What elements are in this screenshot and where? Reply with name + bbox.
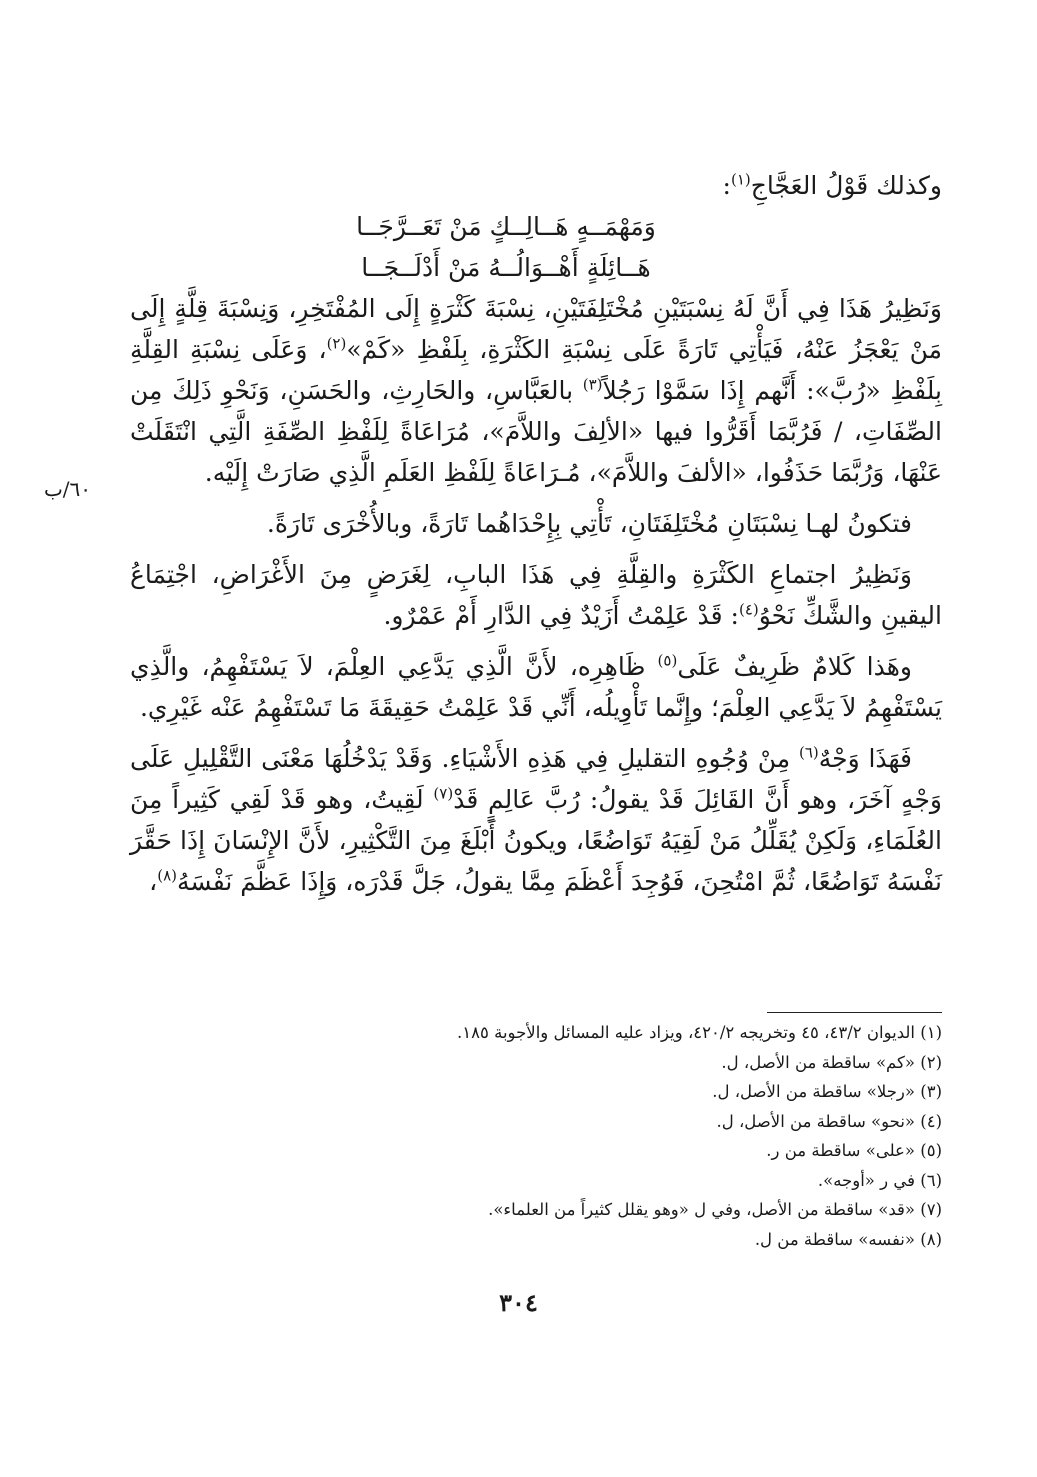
footnote-ref-8[interactable]: (٨) [157, 866, 177, 885]
paragraph-5-part-c: لَقِيتُ، وهو قَدْ لَقِي كَثِيراً مِنَ العُلَمَاءِ، وَلَكِنْ يُقَلِّلُ مَنْ لَقِيَهُ تَوَاضُعًا، ويكونُ أَبْلَغَ مِنَ التَّكْثِيرِ، لأَنَّ الإِنْسَانَ إِذَا حَقَّرَ نَفْسَهُ تَوَاضُعًا، ثُمَّ امْتُحِنَ، فَوُجِدَ أَعْظَمَ مِمَّا يقولُ، جَلَّ قَدْرَه، وَإِذَا عَظَّمَ نَفْسَهُ [130, 785, 942, 896]
intro-text: وكذلك قَوْلُ العَجَّاجِ [750, 171, 942, 200]
paragraph-5-part-a: فَهَذَا وَجْهٌ [818, 744, 913, 773]
footnote-ref-6[interactable]: (٦) [798, 743, 819, 762]
paragraph-4-part-b: ظَاهِرِه، لأَنَّ الَّذِي يَدَّعِي العِلْمَ، لاَ يَسْتَفْهِمُ، والَّذِي يَسْتَفْهِمُ لاَ يَدَّعِي العِلْمَ؛ وإِنَّما تَأْوِيلُه، أَنِّي قَدْ عَلِمْتُ حَقِيقَةَ مَا تَسْتَفْهِمُ عَنْه غَيْرِي. [130, 652, 942, 722]
paragraph-4-part-a: وهَذا كَلامٌ ظَرِيفٌ عَلَى [677, 652, 912, 681]
footnote-6: (٦) في ر «أوجه». [817, 1170, 942, 1190]
paragraph-3-part-a: وَنَظِيرُ اجتماعِ الكَثْرَةِ والقِلَّةِ فِي هَذَا البابِ، لِغَرَضٍ مِنَ الأَغْرَاضِ، اجْتِمَاعُ اليقينِ والشَّكِّ نَحْوُ [130, 560, 942, 630]
verse-line-2: هَــائِلَةٍ أَهْــوَالُــهُ مَنْ أَدْلَــجَــا [361, 253, 651, 282]
page-number: ٣٠٤ [499, 1288, 538, 1317]
paragraph-1-part-a: وَنَظِيرُ هَذَا فِي أَنَّ لَهُ نِسْبَتَيْنِ مُخْتَلِفَتَيْنِ، نِسْبَةَ كَثْرَةٍ إِلَى المُفْتَخِرِ، وَنِسْبَةَ قِلَّةٍ إِلَى مَنْ يَعْجَزُ عَنْهُ، فَيَأْتِي تَارَةً عَلَى نِسْبَةِ الكَثْرَةِ، بِلَفْظِ «كَمْ» [130, 294, 943, 364]
paragraph-5-part-b: مِنْ وُجُوهِ التقليلِ فِي هَذِهِ الأَشْيَاءِ. وَقَدْ يَدْخُلُهَا مَعْنَى التَّقْلِيلِ عَلَى وَجْهٍ آخَرَ، وهو أَنَّ القَائِلَ قَدْ يقولُ: رُبَّ عَالِمٍ قَدْ [130, 744, 942, 814]
footnote-3: (٣) «رجلا» ساقطة من الأصل، ل. [712, 1082, 942, 1101]
footnote-8: (٨) «نفسه» ساقطة من ل. [754, 1229, 942, 1249]
footnote-ref-3[interactable]: (٣) [582, 375, 603, 394]
footnote-5: (٥) «على» ساقطة من ر. [766, 1141, 942, 1160]
paragraph-1-part-b: ، وَعَلَى نِسْبَةِ القِلَّةِ بِلَفْظِ «رُبَّ»: أَنَّهم إِذَا سَمَّوْا رَجُلاً [130, 335, 943, 405]
footnote-ref-2[interactable]: (٢) [326, 334, 347, 353]
footnotes [130, 1018, 942, 1254]
verse-line-1: وَمَهْمَــهٍ هَــالِــكٍ مَنْ تَعَــرَّجَــا [356, 212, 656, 241]
footnote-ref-4[interactable]: (٤) [738, 600, 759, 619]
intro-line [130, 165, 942, 206]
main-text [130, 165, 942, 902]
footnote-ref-5[interactable]: (٥) [657, 651, 678, 670]
intro-colon: : [722, 171, 731, 200]
footnote-ref-7[interactable]: (٧) [433, 784, 454, 803]
paragraph-2: فتكونُ لهـا نِسْبَتَانِ مُخْتَلِفَتَانِ، تَأْتِي بِإِحْدَاهُما تَارَةً، وبالأُخْرَى تَارَةً. [266, 509, 912, 538]
footnote-divider [767, 1012, 942, 1013]
paragraph-1-part-c: بالعَبَّاسِ، والحَارِثِ، والحَسَنِ، وَنَحْوِ ذَلِكَ مِن الصِّفَاتِ، / فَرُبَّمَا أَقَرُّوا فيها «الألِفَ واللاَّمَ»، مُرَاعَاةً لِلَفْظِ الصِّفَةِ الَّتِي انْتَقَلَتْ عَنْهَا، وَرُبَّمَا حَذَفُوا، «الألفَ واللاَّمَ»، مُـرَاعَاةً لِلَفْظِ العَلَمِ الَّذِي صَارَتْ إِلَيْه. [130, 376, 942, 487]
paragraph-3 [130, 554, 942, 636]
footnote-ref-1[interactable]: (١) [730, 170, 751, 189]
footnote-7: (٧) «قد» ساقطة من الأصل، وفي ل «وهو يقلل كثيراً من العلماء». [488, 1200, 942, 1219]
paragraph-5 [130, 738, 942, 902]
footnote-2: (٢) «كم» ساقطة من الأصل، ل. [721, 1052, 942, 1072]
paragraph-1 [130, 288, 942, 493]
paragraph-3-part-b: : قَدْ عَلِمْتُ أَزَيْدٌ فِي الدَّارِ أَمْ عَمْرٌو. [383, 601, 739, 630]
footnote-4: (٤) «نحو» ساقطة من الأصل، ل. [716, 1111, 942, 1131]
footnote-1: (١) الديوان ٤٣/٢، ٤٥ وتخريجه ٤٢٠/٢، ويزاد عليه المسائل والأجوبة ١٨٥. [457, 1023, 942, 1042]
margin-folio-note: ٦٠/ب [43, 477, 91, 501]
paragraph-4 [130, 646, 942, 728]
paragraph-5-part-d: ، [149, 867, 158, 896]
